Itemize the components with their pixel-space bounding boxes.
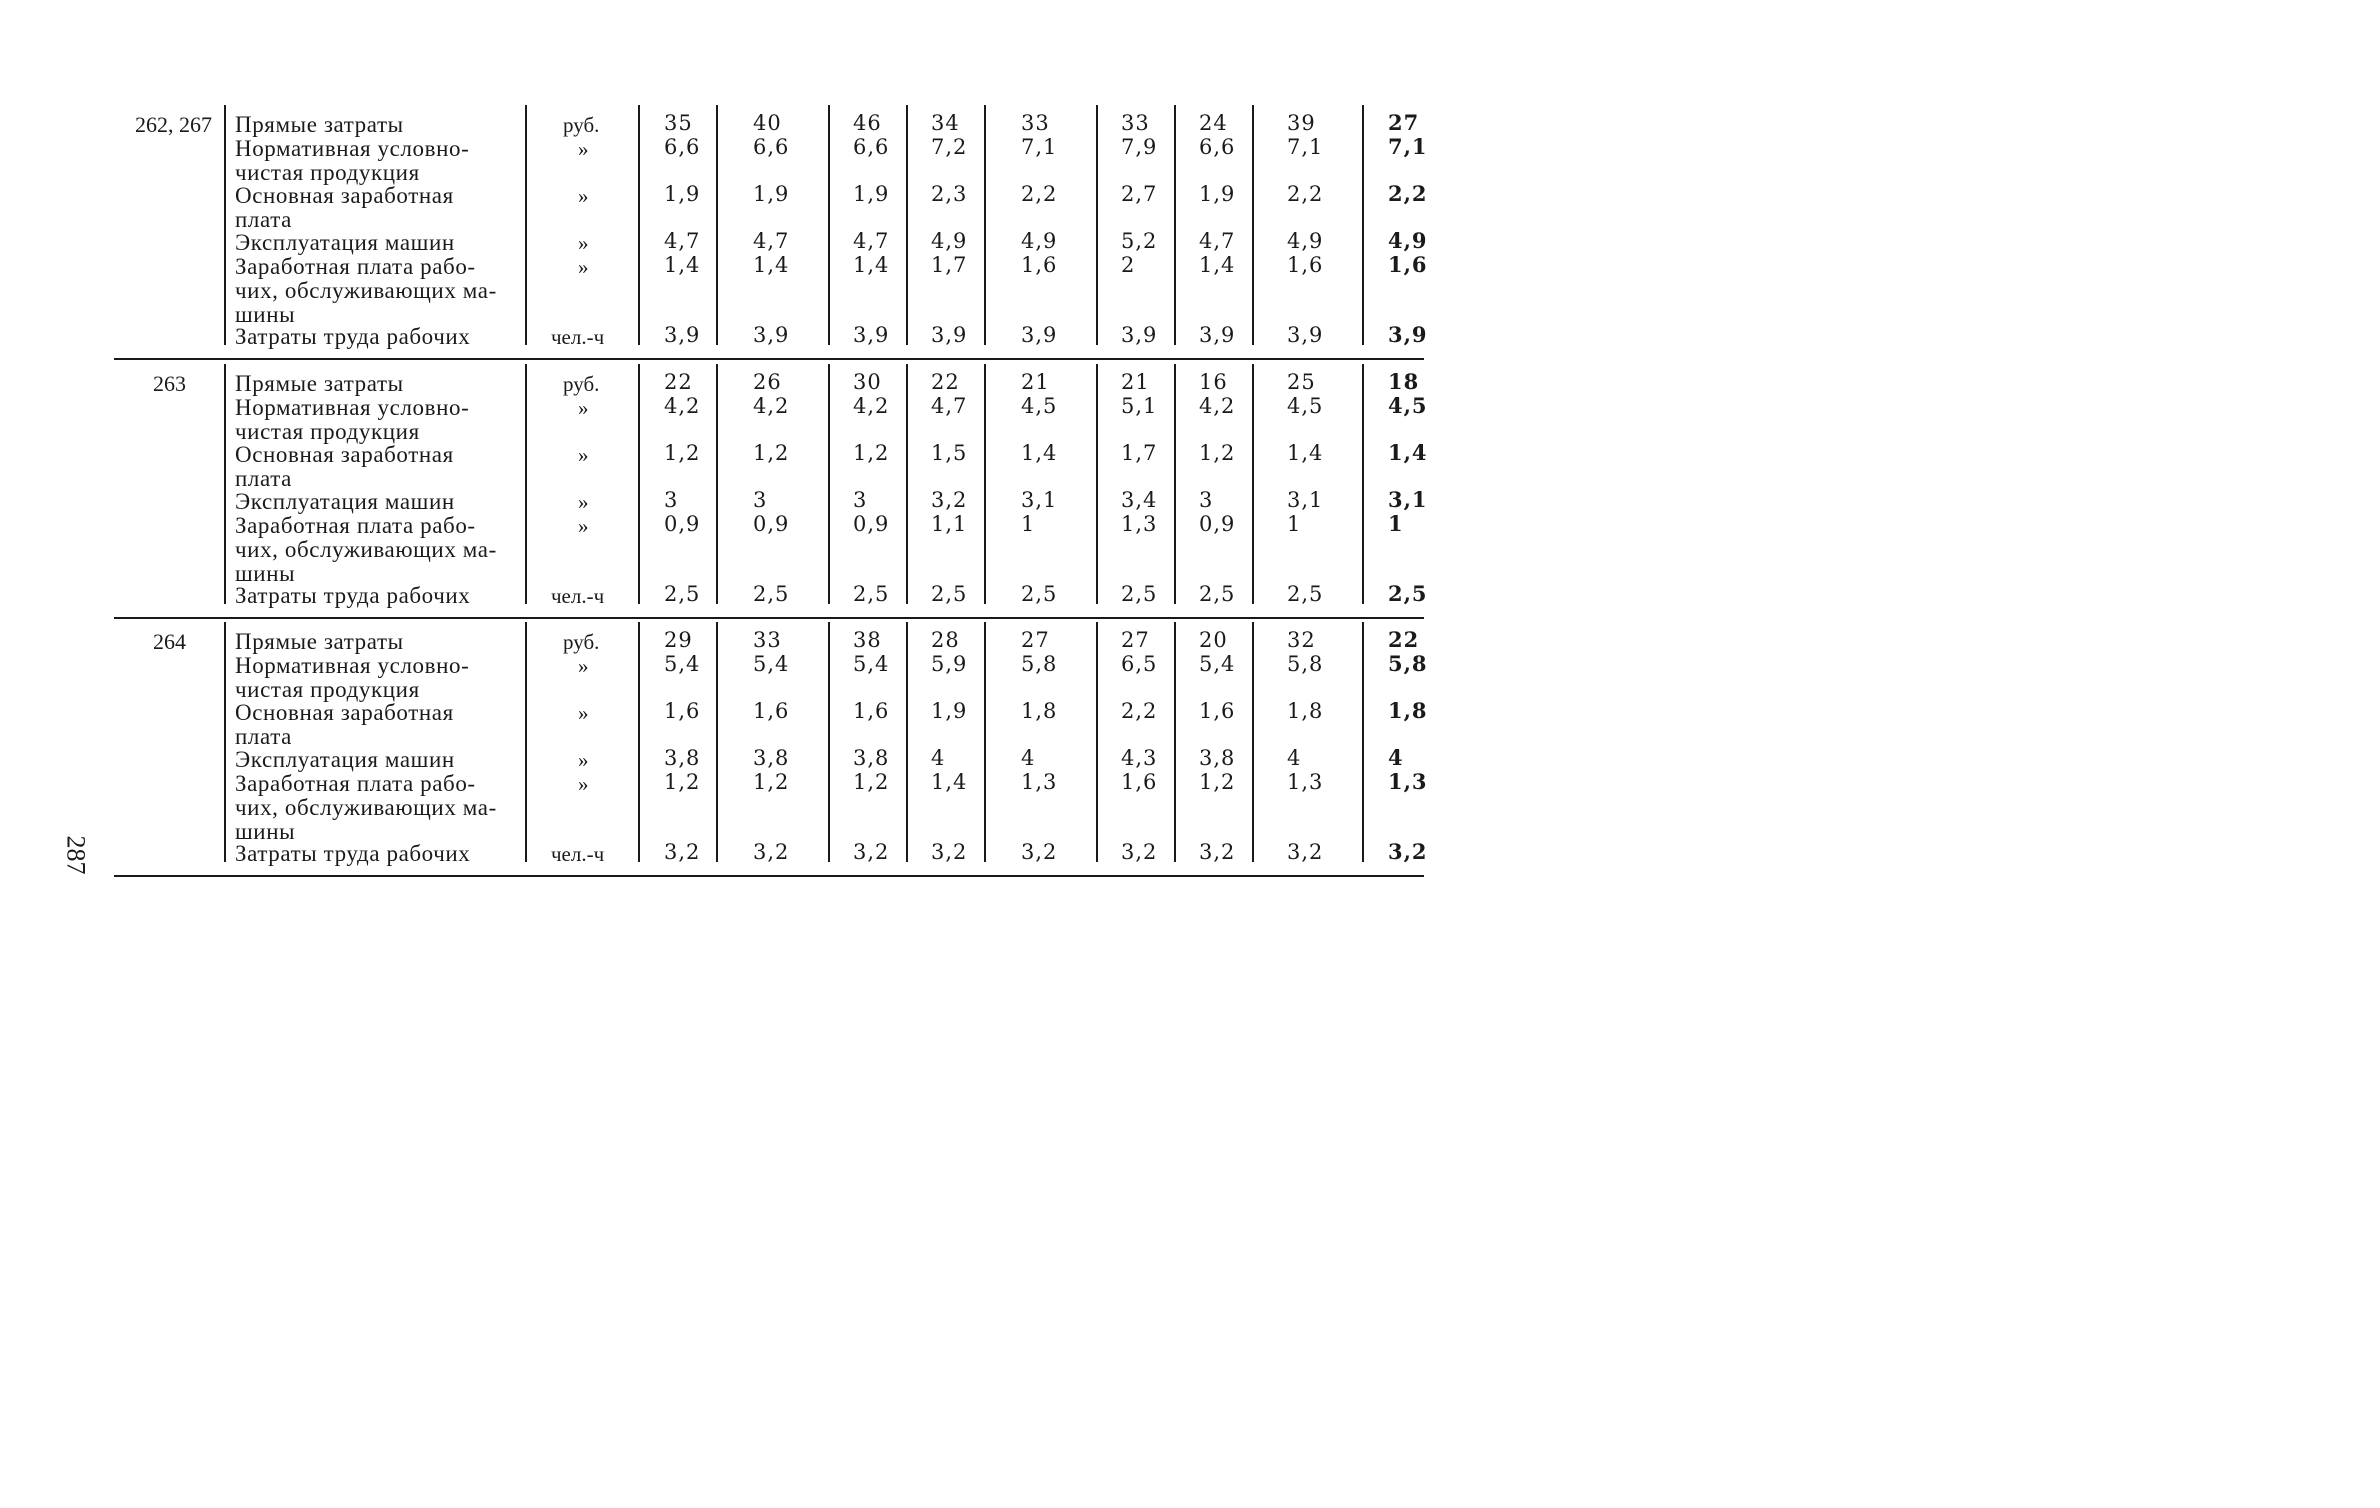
value-cell: 5,2 <box>1121 229 1158 253</box>
value-cell: 1,2 <box>753 441 790 465</box>
value-cell: 16 <box>1199 370 1228 394</box>
row-label: чих, обслуживающих ма- <box>235 795 497 820</box>
column-rule <box>525 622 527 862</box>
value-cell: 40 <box>753 111 782 135</box>
column-rule <box>224 364 226 604</box>
value-cell: 2 <box>1121 253 1136 277</box>
column-rule <box>1252 622 1254 862</box>
value-cell: 1,4 <box>1388 440 1428 465</box>
value-cell: 3,9 <box>1199 323 1236 347</box>
value-cell: 1 <box>1287 512 1302 536</box>
value-cell: 6,6 <box>1199 135 1236 159</box>
value-cell: 4,7 <box>753 229 790 253</box>
section-code: 263 <box>153 371 186 396</box>
value-cell: 4,5 <box>1021 394 1058 418</box>
value-cell: 1,6 <box>1388 252 1428 277</box>
value-cell: 29 <box>664 628 693 652</box>
column-rule <box>828 622 830 862</box>
value-cell: 6,6 <box>753 135 790 159</box>
row-label: плата <box>235 466 292 491</box>
value-cell: 3,8 <box>753 746 790 770</box>
column-rule <box>1362 364 1364 604</box>
value-cell: 5,4 <box>853 652 890 676</box>
row-label: Затраты труда рабочих <box>235 841 471 866</box>
value-cell: 1,3 <box>1287 770 1324 794</box>
row-label: Основная заработная <box>235 700 454 725</box>
value-cell: 4,7 <box>1199 229 1236 253</box>
value-cell: 0,9 <box>753 512 790 536</box>
value-cell: 3,9 <box>853 323 890 347</box>
column-rule <box>224 622 226 862</box>
value-cell: 6,6 <box>853 135 890 159</box>
value-cell: 2,5 <box>664 582 701 606</box>
value-cell: 2,2 <box>1287 182 1324 206</box>
value-cell: 34 <box>931 111 960 135</box>
value-cell: 2,5 <box>1388 581 1428 606</box>
column-rule <box>638 364 640 604</box>
row-label: чих, обслуживающих ма- <box>235 278 497 303</box>
value-cell: 3 <box>853 488 868 512</box>
value-cell: 4,9 <box>1388 228 1428 253</box>
value-cell: 0,9 <box>664 512 701 536</box>
value-cell: 1,3 <box>1121 512 1158 536</box>
column-rule <box>984 622 986 862</box>
column-rule <box>1362 105 1364 345</box>
value-cell: 24 <box>1199 111 1228 135</box>
unit-cell: » <box>578 184 589 208</box>
value-cell: 2,7 <box>1121 182 1158 206</box>
value-cell: 26 <box>753 370 782 394</box>
unit-cell: » <box>578 255 589 279</box>
value-cell: 4 <box>1287 746 1302 770</box>
row-label: чистая продукция <box>235 677 420 702</box>
value-cell: 4,3 <box>1121 746 1158 770</box>
value-cell: 5,8 <box>1388 651 1428 676</box>
value-cell: 3,2 <box>753 840 790 864</box>
row-label: Эксплуатация машин <box>235 230 455 255</box>
value-cell: 3 <box>753 488 768 512</box>
value-cell: 7,1 <box>1388 134 1428 159</box>
value-cell: 4,5 <box>1388 393 1428 418</box>
column-rule <box>224 105 226 345</box>
row-label: Затраты труда рабочих <box>235 324 471 349</box>
value-cell: 2,2 <box>1388 181 1428 206</box>
value-cell: 1,3 <box>1388 769 1428 794</box>
value-cell: 3,2 <box>664 840 701 864</box>
column-rule <box>1252 364 1254 604</box>
value-cell: 5,1 <box>1121 394 1158 418</box>
value-cell: 1,6 <box>1121 770 1158 794</box>
row-label: чистая продукция <box>235 419 420 444</box>
column-rule <box>716 622 718 862</box>
value-cell: 39 <box>1287 111 1316 135</box>
value-cell: 5,8 <box>1021 652 1058 676</box>
unit-cell: чел.-ч <box>551 325 605 349</box>
value-cell: 3,2 <box>931 488 968 512</box>
value-cell: 1,6 <box>664 699 701 723</box>
value-cell: 22 <box>664 370 693 394</box>
value-cell: 3,2 <box>1121 840 1158 864</box>
value-cell: 1,2 <box>664 770 701 794</box>
value-cell: 1,6 <box>753 699 790 723</box>
row-label: плата <box>235 207 292 232</box>
value-cell: 3,2 <box>1287 840 1324 864</box>
value-cell: 1,8 <box>1021 699 1058 723</box>
value-cell: 5,8 <box>1287 652 1324 676</box>
value-cell: 1,6 <box>1287 253 1324 277</box>
value-cell: 35 <box>664 111 693 135</box>
column-rule <box>906 105 908 345</box>
value-cell: 3,9 <box>1021 323 1058 347</box>
row-label: Заработная плата рабо- <box>235 513 476 538</box>
column-rule <box>1096 622 1098 862</box>
row-label: Эксплуатация машин <box>235 747 455 772</box>
value-cell: 2,5 <box>1021 582 1058 606</box>
value-cell: 27 <box>1021 628 1050 652</box>
column-rule <box>984 364 986 604</box>
value-cell: 21 <box>1021 370 1050 394</box>
unit-cell: руб. <box>563 630 600 654</box>
document-page <box>0 0 1548 987</box>
value-cell: 3,9 <box>931 323 968 347</box>
value-cell: 3,1 <box>1021 488 1058 512</box>
value-cell: 1,9 <box>853 182 890 206</box>
value-cell: 7,1 <box>1287 135 1324 159</box>
value-cell: 27 <box>1121 628 1150 652</box>
column-rule <box>1096 105 1098 345</box>
section-divider <box>114 617 1424 619</box>
column-rule <box>525 105 527 345</box>
value-cell: 4,9 <box>1021 229 1058 253</box>
page-number: 287 <box>61 835 91 875</box>
value-cell: 1,5 <box>931 441 968 465</box>
value-cell: 33 <box>1021 111 1050 135</box>
section-divider <box>114 875 1424 877</box>
value-cell: 1,4 <box>853 253 890 277</box>
column-rule <box>828 105 830 345</box>
value-cell: 3,9 <box>1121 323 1158 347</box>
value-cell: 4 <box>1388 745 1404 770</box>
value-cell: 2,5 <box>853 582 890 606</box>
value-cell: 3,8 <box>853 746 890 770</box>
value-cell: 1 <box>1021 512 1036 536</box>
unit-cell: чел.-ч <box>551 842 605 866</box>
value-cell: 1,6 <box>1021 253 1058 277</box>
value-cell: 4,2 <box>1199 394 1236 418</box>
value-cell: 1,4 <box>931 770 968 794</box>
value-cell: 18 <box>1388 369 1420 394</box>
section-code: 262, 267 <box>135 112 212 137</box>
value-cell: 5,4 <box>753 652 790 676</box>
value-cell: 38 <box>853 628 882 652</box>
row-label: Эксплуатация машин <box>235 489 455 514</box>
row-label: шины <box>235 819 296 844</box>
value-cell: 3 <box>1199 488 1214 512</box>
row-label: шины <box>235 302 296 327</box>
row-label: шины <box>235 561 296 586</box>
value-cell: 0,9 <box>1199 512 1236 536</box>
row-label: Основная заработная <box>235 442 454 467</box>
value-cell: 3,2 <box>1021 840 1058 864</box>
column-rule <box>1174 105 1176 345</box>
value-cell: 7,2 <box>931 135 968 159</box>
value-cell: 3,2 <box>853 840 890 864</box>
row-label: Заработная плата рабо- <box>235 254 476 279</box>
row-label: чих, обслуживающих ма- <box>235 537 497 562</box>
value-cell: 6,6 <box>664 135 701 159</box>
row-label: Основная заработная <box>235 183 454 208</box>
value-cell: 2,5 <box>1121 582 1158 606</box>
column-rule <box>638 105 640 345</box>
row-label: Прямые затраты <box>235 371 404 396</box>
value-cell: 2,5 <box>753 582 790 606</box>
value-cell: 3,1 <box>1287 488 1324 512</box>
value-cell: 4,2 <box>664 394 701 418</box>
value-cell: 1,4 <box>753 253 790 277</box>
value-cell: 21 <box>1121 370 1150 394</box>
value-cell: 2,2 <box>1121 699 1158 723</box>
value-cell: 28 <box>931 628 960 652</box>
value-cell: 1,4 <box>1021 441 1058 465</box>
value-cell: 4,9 <box>931 229 968 253</box>
value-cell: 4 <box>1021 746 1036 770</box>
value-cell: 3,9 <box>1388 322 1428 347</box>
value-cell: 3,2 <box>931 840 968 864</box>
value-cell: 32 <box>1287 628 1316 652</box>
value-cell: 4,7 <box>931 394 968 418</box>
value-cell: 4,5 <box>1287 394 1324 418</box>
column-rule <box>984 105 986 345</box>
value-cell: 3,1 <box>1388 487 1428 512</box>
column-rule <box>1174 364 1176 604</box>
unit-cell: » <box>578 443 589 467</box>
unit-cell: » <box>578 654 589 678</box>
value-cell: 25 <box>1287 370 1316 394</box>
value-cell: 1,4 <box>664 253 701 277</box>
row-label: Прямые затраты <box>235 629 404 654</box>
value-cell: 4 <box>931 746 946 770</box>
value-cell: 1,8 <box>1287 699 1324 723</box>
value-cell: 3,9 <box>1287 323 1324 347</box>
row-label: Нормативная условно- <box>235 395 470 420</box>
unit-cell: » <box>578 396 589 420</box>
unit-cell: » <box>578 137 589 161</box>
value-cell: 1,2 <box>1199 441 1236 465</box>
value-cell: 1 <box>1388 511 1404 536</box>
value-cell: 4,7 <box>664 229 701 253</box>
value-cell: 4,2 <box>853 394 890 418</box>
row-label: Нормативная условно- <box>235 136 470 161</box>
value-cell: 3,8 <box>664 746 701 770</box>
column-rule <box>1252 105 1254 345</box>
value-cell: 2,5 <box>1287 582 1324 606</box>
value-cell: 1,3 <box>1021 770 1058 794</box>
value-cell: 3,9 <box>664 323 701 347</box>
value-cell: 2,2 <box>1021 182 1058 206</box>
value-cell: 1,4 <box>1287 441 1324 465</box>
value-cell: 5,9 <box>931 652 968 676</box>
value-cell: 6,5 <box>1121 652 1158 676</box>
row-label: Затраты труда рабочих <box>235 583 471 608</box>
value-cell: 30 <box>853 370 882 394</box>
column-rule <box>1362 622 1364 862</box>
value-cell: 22 <box>1388 627 1420 652</box>
unit-cell: » <box>578 514 589 538</box>
value-cell: 2,3 <box>931 182 968 206</box>
value-cell: 33 <box>753 628 782 652</box>
value-cell: 20 <box>1199 628 1228 652</box>
value-cell: 2,5 <box>1199 582 1236 606</box>
column-rule <box>525 364 527 604</box>
value-cell: 2,5 <box>931 582 968 606</box>
row-label: Прямые затраты <box>235 112 404 137</box>
row-label: чистая продукция <box>235 160 420 185</box>
value-cell: 1,2 <box>853 770 890 794</box>
unit-cell: » <box>578 748 589 772</box>
column-rule <box>1096 364 1098 604</box>
value-cell: 3,4 <box>1121 488 1158 512</box>
value-cell: 33 <box>1121 111 1150 135</box>
value-cell: 1,9 <box>753 182 790 206</box>
section-divider <box>114 358 1424 360</box>
unit-cell: руб. <box>563 372 600 396</box>
column-rule <box>906 622 908 862</box>
value-cell: 22 <box>931 370 960 394</box>
column-rule <box>716 105 718 345</box>
value-cell: 1,7 <box>1121 441 1158 465</box>
value-cell: 1,4 <box>1199 253 1236 277</box>
value-cell: 1,1 <box>931 512 968 536</box>
value-cell: 1,9 <box>1199 182 1236 206</box>
column-rule <box>906 364 908 604</box>
value-cell: 1,2 <box>853 441 890 465</box>
unit-cell: чел.-ч <box>551 584 605 608</box>
value-cell: 7,9 <box>1121 135 1158 159</box>
column-rule <box>828 364 830 604</box>
value-cell: 3,2 <box>1388 839 1428 864</box>
value-cell: 4,2 <box>753 394 790 418</box>
value-cell: 4,9 <box>1287 229 1324 253</box>
value-cell: 1,6 <box>853 699 890 723</box>
value-cell: 5,4 <box>1199 652 1236 676</box>
row-label: плата <box>235 724 292 749</box>
section-code: 264 <box>153 629 186 654</box>
value-cell: 7,1 <box>1021 135 1058 159</box>
unit-cell: » <box>578 490 589 514</box>
value-cell: 1,2 <box>1199 770 1236 794</box>
column-rule <box>716 364 718 604</box>
column-rule <box>1174 622 1176 862</box>
unit-cell: » <box>578 231 589 255</box>
value-cell: 3,9 <box>753 323 790 347</box>
value-cell: 1,2 <box>753 770 790 794</box>
row-label: Нормативная условно- <box>235 653 470 678</box>
value-cell: 1,9 <box>664 182 701 206</box>
value-cell: 3,2 <box>1199 840 1236 864</box>
value-cell: 46 <box>853 111 882 135</box>
unit-cell: » <box>578 701 589 725</box>
value-cell: 1,2 <box>664 441 701 465</box>
value-cell: 1,7 <box>931 253 968 277</box>
value-cell: 1,9 <box>931 699 968 723</box>
value-cell: 3 <box>664 488 679 512</box>
row-label: Заработная плата рабо- <box>235 771 476 796</box>
unit-cell: руб. <box>563 113 600 137</box>
value-cell: 0,9 <box>853 512 890 536</box>
column-rule <box>638 622 640 862</box>
value-cell: 4,7 <box>853 229 890 253</box>
value-cell: 27 <box>1388 110 1420 135</box>
unit-cell: » <box>578 772 589 796</box>
value-cell: 3,8 <box>1199 746 1236 770</box>
value-cell: 5,4 <box>664 652 701 676</box>
value-cell: 1,8 <box>1388 698 1428 723</box>
value-cell: 1,6 <box>1199 699 1236 723</box>
